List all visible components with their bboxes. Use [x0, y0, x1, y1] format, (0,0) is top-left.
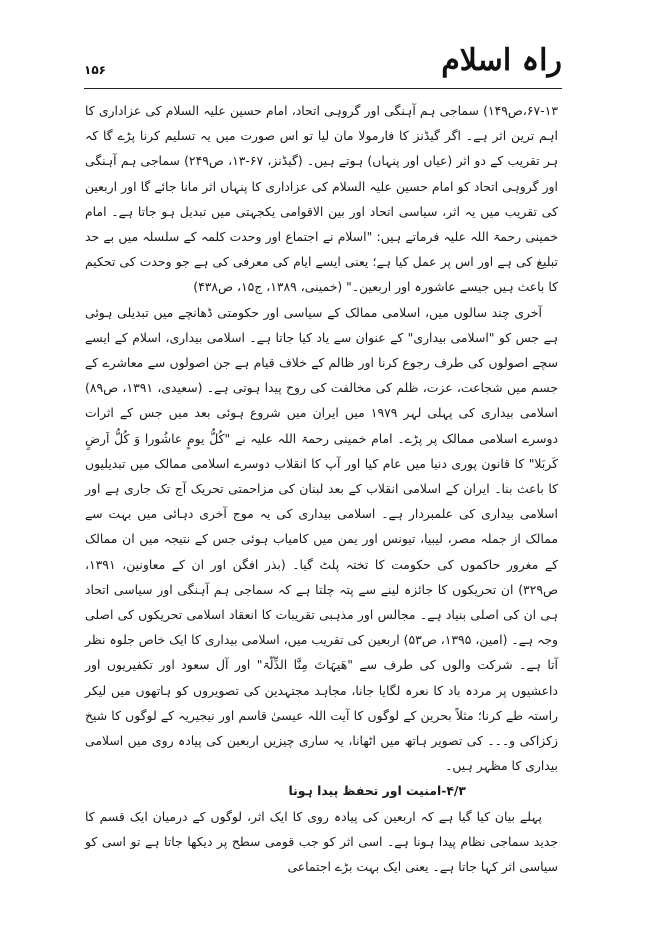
running-header	[84, 40, 562, 88]
paragraph-continuation: ۶۷-۱۳،ص۱۴۹) سماجی ہم آہنگی اور گروہی اتحاد، امام حسین علیہ السلام کی عزاداری کا اہم ترین اثر ہے۔ اگر گیڈنز کا فارمولا مان لیا تو اس صورت میں یہ تسلیم کرنا پڑے گا کہ ہر تقریب کے دو اثر (عیاں اور پنہاں) ہوتے ہیں۔ (گیڈنز، ۶۷-۱۳، ص۲۴۹) سماجی ہم آہنگی اور گروہی اتحاد کو امام حسین علیہ السلام کی عزاداری کا پنہاں اثر مانا جائے گا اور اربعین کی تقریب میں یہ اثر، سیاسی اتحاد اور بین الاقوامی یکجہتی میں تبدیل ہو جاتا ہے۔ امام خمینی رحمۃ اللہ علیہ فرماتے ہیں: "اسلام نے اجتماع اور وحدت کلمہ کے سلسلہ میں بے حد تبلیغ کی ہے اور اس پر عمل کیا ہے؛ یعنی ایسے ایام کی معرفی کی ہے جو وحدت کی تحکیم کا باعث ہیں جیسے عاشورہ اور اربعین۔" (خمینی، ۱۳۸۹، ج۱۵، ص۴۳۸)	[85, 103, 558, 295]
section-heading: ۴/۳-امنیت اور تحفظ پیدا ہونا	[288, 783, 466, 799]
body-text	[85, 98, 558, 879]
journal-title: راہ اسلام	[441, 43, 562, 78]
header-rule	[84, 88, 562, 89]
page-number: ۱۵۶	[84, 63, 106, 77]
paragraph-islamic-awakening: آخری چند سالوں میں، اسلامی ممالک کے سیاسی اور حکومتی ڈھانچے میں تبدیلی ہوئی ہے جس کو "اسلامی بیداری" کے عنوان سے یاد کیا جاتا ہے۔ اسلامی بیداری، اسلام کے ایسے سچے اصولوں کی طرف رجوع کرنا اور ظالم کے خلاف قیام ہے جن اصولوں سے معاشرے کے جسم میں شجاعت، عزت، ظلم کی مخالفت کی روح پیدا ہوتی ہے۔ (سعیدی، ۱۳۹۱، ص۸۹) اسلامی بیداری کی پہلی لہر ۱۹۷۹ میں ایران میں شروع ہوئی بعد میں جس کے اثرات دوسرے اسلامی ممالک پر پڑے۔ امام خمینی رحمۃ اللہ علیہ نے "کُلُّ یومٍ عاشُورا وَ کُلُّ اَرضٍ کَربَلا" کا قانون پوری دنیا میں عام کیا اور آپ کا انقلاب دوسرے اسلامی ممالک میں تبدیلیوں کا باعث بنا۔ ایران کے اسلامی انقلاب کے بعد لبنان کی مزاحمتی تحریک آج تک جاری ہے اور اسلامی بیداری کی علمبردار ہے۔ اسلامی بیداری کی یہ موج آخری دہائی میں بہت سے ممالک از جملہ مصر، لیبیا، تیونس اور یمن میں کامیاب ہوئی جس کے نتیجہ میں ان ممالک کے مغرور حاکموں کی حکومت کا تختہ پلٹ گیا۔ (بذر افگن اور ان کے معاونین، ۱۳۹۱، ص۳۲۹) ان تحریکوں کا جائزہ لینے سے پتہ چلتا ہے کہ سماجی ہم آہنگی اور سیاسی اتحاد ہی ان کی اصلی بنیاد ہے۔ مجالس اور مذہبی تقریبات کا انعقاد اسلامی تحریکوں کی اصلی وجہ ہے۔ (امین، ۱۳۹۵، ص۵۳) اربعین کی تقریب میں، اسلامی بیداری کا ایک خاص جلوہ نظر آتا ہے۔ شرکت والوں کی طرف سے "ھَیہَاتَ مِنَّا الذِّلّۃ" اور آل سعود اور تکفیریوں اور داعشیوں پر مردہ باد کا نعرہ لگایا جانا، مجاہد مجتہدین کی تصویروں کو ہاتھوں میں لیکر راستہ طے کرنا؛ مثلاً بحرین کے لوگوں کا آیت اللہ عیسیٰ قاسم اور نیجیریہ کے لوگوں کا شیخ زکزاکی و۔۔۔ کی تصویر ہاتھ میں اٹھانا، یہ ساری چیزیں اربعین کی پیادہ روی میں اسلامی بیداری کا مظہر ہیں۔	[85, 304, 559, 774]
paragraph-security: پہلے بیان کیا گیا ہے کہ اربعین کی پیادہ روی کا ایک اثر، لوگوں کے درمیان ایک قسم کا جدید سماجی نظام پیدا ہونا ہے۔ اسی اثر کو جب قومی سطح پر دیکھا جاتا ہے تو اسی کو سیاسی اثر کہا جاتا ہے۔ یعنی ایک بہت بڑے اجتماعی	[85, 808, 558, 875]
